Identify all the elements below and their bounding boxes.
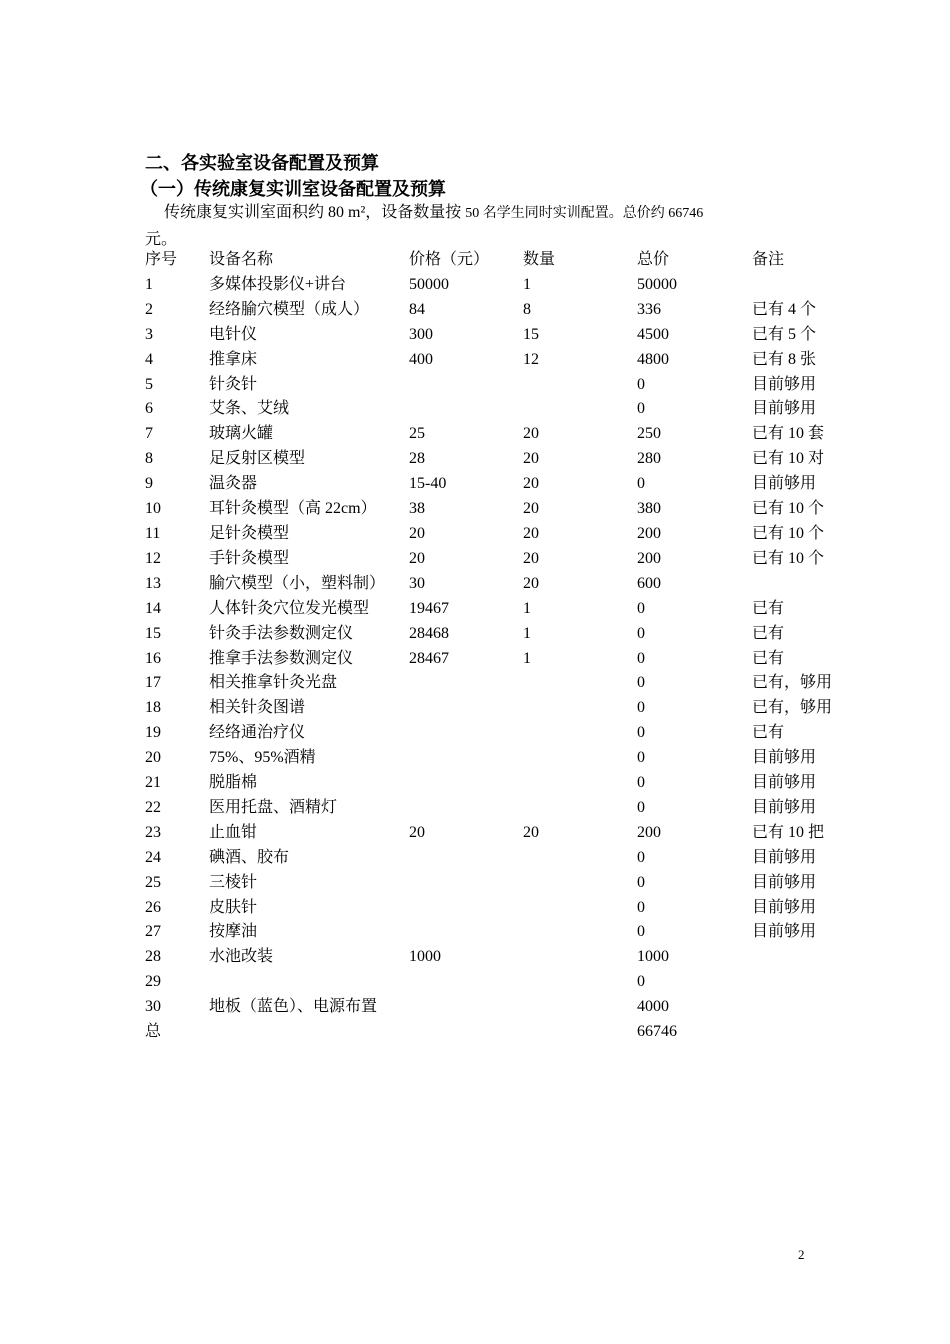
table-cell: 已有 10 个 [752, 524, 825, 542]
table-cell: 50000 [409, 275, 449, 293]
table-cell: 已有 10 个 [752, 500, 825, 518]
table-cell: 1 [523, 649, 531, 667]
table-cell [523, 721, 637, 746]
table-cell [523, 871, 637, 896]
table-cell: 水池改装 [209, 948, 274, 966]
table-cell [209, 970, 409, 995]
table-row [145, 721, 842, 746]
table-cell: 已有 10 对 [752, 450, 825, 468]
table-cell: 经络通治疗仪 [209, 724, 306, 742]
table-cell [409, 871, 523, 896]
table-cell: 已有 10 套 [752, 425, 825, 443]
page-number: 2 [798, 1247, 805, 1262]
table-cell: 0 [637, 898, 645, 916]
table-cell: 17 [145, 674, 161, 692]
table-cell [523, 920, 637, 945]
table-cell: 24 [145, 848, 161, 866]
table-cell: 12 [523, 350, 539, 368]
table-cell: 30 [409, 574, 425, 592]
table-cell [409, 746, 523, 771]
table-cell: 19467 [409, 599, 449, 617]
section-heading: 二、各实验室设备配置及预算 [145, 153, 379, 173]
table-cell [523, 696, 637, 721]
intro-paragraph [145, 200, 817, 253]
column-header: 设备名称 [209, 251, 274, 268]
table-cell: 29 [145, 973, 161, 991]
column-header: 序号 [145, 251, 178, 268]
table-cell: 20 [523, 823, 539, 841]
table-cell: 脱脂棉 [209, 774, 258, 792]
table-row [145, 298, 842, 323]
intro-text-2: 50 名学生同时实训配置。总价约 66746 [465, 206, 704, 221]
table-cell: 按摩油 [209, 923, 258, 941]
table-cell: 8 [523, 300, 531, 318]
table-cell: 0 [637, 873, 645, 891]
table-cell: 已有 [752, 599, 785, 617]
table-cell: 1 [523, 599, 531, 617]
intro-text-3: 元。 [145, 231, 178, 248]
table-cell: 皮肤针 [209, 898, 258, 916]
table-cell: 38 [409, 500, 425, 518]
table-cell: 20 [523, 475, 539, 493]
table-cell: 0 [637, 973, 645, 991]
table-cell: 20 [145, 749, 161, 767]
table-cell [409, 397, 523, 422]
table-cell: 0 [637, 749, 645, 767]
table-cell: 0 [637, 599, 645, 617]
table-cell: 0 [637, 475, 645, 493]
table-cell: 已有 10 个 [752, 549, 825, 567]
table-cell: 28 [409, 450, 425, 468]
table-cell [409, 995, 523, 1020]
table-cell: 4 [145, 350, 153, 368]
table-cell: 23 [145, 823, 161, 841]
table-cell: 20 [523, 450, 539, 468]
table-row [145, 871, 842, 896]
table-cell: 已有 [752, 649, 785, 667]
table-row [145, 348, 842, 373]
table-cell: 336 [637, 300, 661, 318]
table-cell: 目前够用 [752, 923, 817, 941]
table-cell: 已有，够用 [752, 699, 833, 717]
table-cell: 目前够用 [752, 873, 817, 891]
table-row [145, 920, 842, 945]
table-cell: 电针仪 [209, 325, 258, 343]
table-cell: 已有，够用 [752, 674, 833, 692]
table-cell: 耳针灸模型（高 22cm） [209, 500, 377, 518]
table-cell: 0 [637, 923, 645, 941]
table-cell: 1000 [409, 948, 441, 966]
table-cell: 1 [145, 275, 153, 293]
table-cell: 84 [409, 300, 425, 318]
table-cell: 5 [145, 375, 153, 393]
table-cell: 16 [145, 649, 161, 667]
table-cell [523, 771, 637, 796]
table-cell [523, 945, 637, 970]
table-row [145, 323, 842, 348]
table-cell [752, 970, 842, 995]
table-cell: 人体针灸穴位发光模型 [209, 599, 370, 617]
table-cell: 0 [637, 699, 645, 717]
table-cell: 已有 8 张 [752, 350, 817, 368]
column-header: 总价 [637, 251, 670, 268]
table-row [145, 970, 842, 995]
table-cell: 22 [145, 798, 161, 816]
table-cell: 针灸针 [209, 375, 258, 393]
table-cell: 4800 [637, 350, 669, 368]
table-cell: 玻璃火罐 [209, 425, 274, 443]
table-row [145, 647, 842, 672]
table-cell: 目前够用 [752, 798, 817, 816]
table-cell: 目前够用 [752, 475, 817, 493]
table-cell: 26 [145, 898, 161, 916]
table-cell: 20 [523, 524, 539, 542]
table-cell: 300 [409, 325, 433, 343]
table-cell: 温灸器 [209, 475, 258, 493]
table-cell: 相关针灸图谱 [209, 699, 306, 717]
table-row [145, 671, 842, 696]
table-cell [523, 373, 637, 398]
table-cell: 0 [637, 375, 645, 393]
table-row [145, 796, 842, 821]
table-cell: 380 [637, 500, 661, 518]
table-cell: 0 [637, 724, 645, 742]
table-row [145, 622, 842, 647]
table-cell: 足反射区模型 [209, 450, 306, 468]
table-row [145, 447, 842, 472]
table-cell: 止血钳 [209, 823, 258, 841]
table-row [145, 273, 842, 298]
table-cell: 手针灸模型 [209, 549, 290, 567]
table-cell [209, 1020, 409, 1045]
table-row [145, 995, 842, 1020]
table-cell: 200 [637, 823, 661, 841]
table-cell: 280 [637, 450, 661, 468]
table-cell: 25 [145, 873, 161, 891]
table-cell: 足针灸模型 [209, 524, 290, 542]
table-cell: 20 [409, 524, 425, 542]
table-cell [752, 273, 842, 298]
table-cell: 75%、95%酒精 [209, 749, 316, 767]
table-cell [752, 995, 842, 1020]
table-cell: 66746 [637, 1023, 677, 1041]
table-cell: 15 [523, 325, 539, 343]
table-cell [523, 896, 637, 921]
table-row [145, 422, 842, 447]
table-cell: 已有 5 个 [752, 325, 817, 343]
table-cell: 27 [145, 923, 161, 941]
table-cell: 已有 [752, 724, 785, 742]
table-cell [523, 746, 637, 771]
table-cell [523, 1020, 637, 1045]
table-cell: 0 [637, 798, 645, 816]
column-header: 备注 [752, 251, 785, 268]
table-cell: 2 [145, 300, 153, 318]
table-cell: 20 [409, 823, 425, 841]
table-cell [409, 721, 523, 746]
table-row [145, 821, 842, 846]
table-cell [409, 970, 523, 995]
table-cell: 14 [145, 599, 161, 617]
table-cell [409, 1020, 523, 1045]
table-cell: 12 [145, 549, 161, 567]
table-cell [752, 945, 842, 970]
table-cell: 0 [637, 400, 645, 418]
table-cell: 13 [145, 574, 161, 592]
table-cell: 20 [523, 574, 539, 592]
column-header: 价格（元） [409, 251, 490, 268]
table-cell: 25 [409, 425, 425, 443]
table-cell [409, 373, 523, 398]
table-row [145, 572, 842, 597]
table-row [145, 696, 842, 721]
table-cell: 目前够用 [752, 898, 817, 916]
table-cell [752, 1020, 842, 1045]
table-cell: 400 [409, 350, 433, 368]
table-cell: 28 [145, 948, 161, 966]
table-cell [523, 846, 637, 871]
table-cell: 多媒体投影仪+讲台 [209, 275, 347, 293]
table-cell: 0 [637, 624, 645, 642]
table-cell: 目前够用 [752, 375, 817, 393]
table-cell [409, 796, 523, 821]
table-cell: 600 [637, 574, 661, 592]
table-cell [409, 696, 523, 721]
table-cell [752, 572, 842, 597]
table-cell: 艾条、艾绒 [209, 400, 290, 418]
table-row [145, 597, 842, 622]
table-row [145, 746, 842, 771]
subsection-heading: （一）传统康复实训室设备配置及预算 [140, 179, 446, 199]
table-row [145, 472, 842, 497]
table-cell: 总 [145, 1023, 162, 1041]
intro-text-1: 传统康复实训室面积约 80 m²，设备数量按 [164, 204, 466, 221]
table-cell: 18 [145, 699, 161, 717]
column-header: 数量 [523, 251, 556, 268]
table-cell [409, 671, 523, 696]
table-cell: 20 [523, 549, 539, 567]
table-row [145, 846, 842, 871]
table-cell: 250 [637, 425, 661, 443]
table-cell: 200 [637, 524, 661, 542]
table-cell: 相关推拿针灸光盘 [209, 674, 338, 692]
table-cell: 4000 [637, 998, 669, 1016]
table-cell: 1000 [637, 948, 669, 966]
table-header-row [145, 248, 842, 273]
table-cell [523, 796, 637, 821]
table-row [145, 945, 842, 970]
table-cell: 针灸手法参数测定仪 [209, 624, 354, 642]
table-cell: 0 [637, 848, 645, 866]
table-cell: 10 [145, 500, 161, 518]
table-row [145, 1020, 842, 1045]
equipment-table [145, 248, 842, 1045]
table-row [145, 771, 842, 796]
table-cell: 目前够用 [752, 848, 817, 866]
table-cell: 腧穴模型（小，塑料制） [209, 574, 386, 592]
table-cell: 已有 [752, 624, 785, 642]
table-cell: 已有 4 个 [752, 300, 817, 318]
table-cell: 目前够用 [752, 749, 817, 767]
table-row [145, 397, 842, 422]
table-row [145, 522, 842, 547]
table-cell: 推拿床 [209, 350, 258, 368]
table-cell: 20 [523, 500, 539, 518]
table-row [145, 547, 842, 572]
table-cell: 20 [523, 425, 539, 443]
table-cell: 28468 [409, 624, 449, 642]
table-cell: 9 [145, 475, 153, 493]
table-cell: 20 [409, 549, 425, 567]
table-cell: 8 [145, 450, 153, 468]
table-cell [409, 846, 523, 871]
table-cell [409, 920, 523, 945]
table-cell: 15 [145, 624, 161, 642]
table-row [145, 497, 842, 522]
table-cell: 经络腧穴模型（成人） [209, 300, 370, 318]
table-cell: 19 [145, 724, 161, 742]
table-row [145, 896, 842, 921]
table-cell [409, 896, 523, 921]
table-cell: 200 [637, 549, 661, 567]
table-cell: 6 [145, 400, 153, 418]
table-cell [523, 671, 637, 696]
table-cell: 15-40 [409, 475, 447, 493]
table-cell: 已有 10 把 [752, 823, 825, 841]
table-cell: 11 [145, 524, 161, 542]
table-cell: 1 [523, 275, 531, 293]
table-cell: 30 [145, 998, 161, 1016]
table-cell: 地板（蓝色）、电源布置 [209, 998, 378, 1016]
table-cell: 3 [145, 325, 153, 343]
table-cell: 目前够用 [752, 774, 817, 792]
table-cell: 7 [145, 425, 153, 443]
table-cell [523, 970, 637, 995]
table-cell [523, 995, 637, 1020]
table-cell: 50000 [637, 275, 677, 293]
table-cell: 4500 [637, 325, 669, 343]
table-cell: 0 [637, 774, 645, 792]
table-cell: 碘酒、胶布 [209, 848, 290, 866]
table-cell: 21 [145, 774, 161, 792]
table-cell: 0 [637, 674, 645, 692]
table-cell: 三棱针 [209, 873, 258, 891]
table-cell [409, 771, 523, 796]
table-cell: 28467 [409, 649, 449, 667]
table-cell [523, 397, 637, 422]
table-cell: 医用托盘、酒精灯 [209, 798, 338, 816]
table-cell: 目前够用 [752, 400, 817, 418]
table-row [145, 373, 842, 398]
table-cell: 0 [637, 649, 645, 667]
table-cell: 推拿手法参数测定仪 [209, 649, 354, 667]
table-cell: 1 [523, 624, 531, 642]
